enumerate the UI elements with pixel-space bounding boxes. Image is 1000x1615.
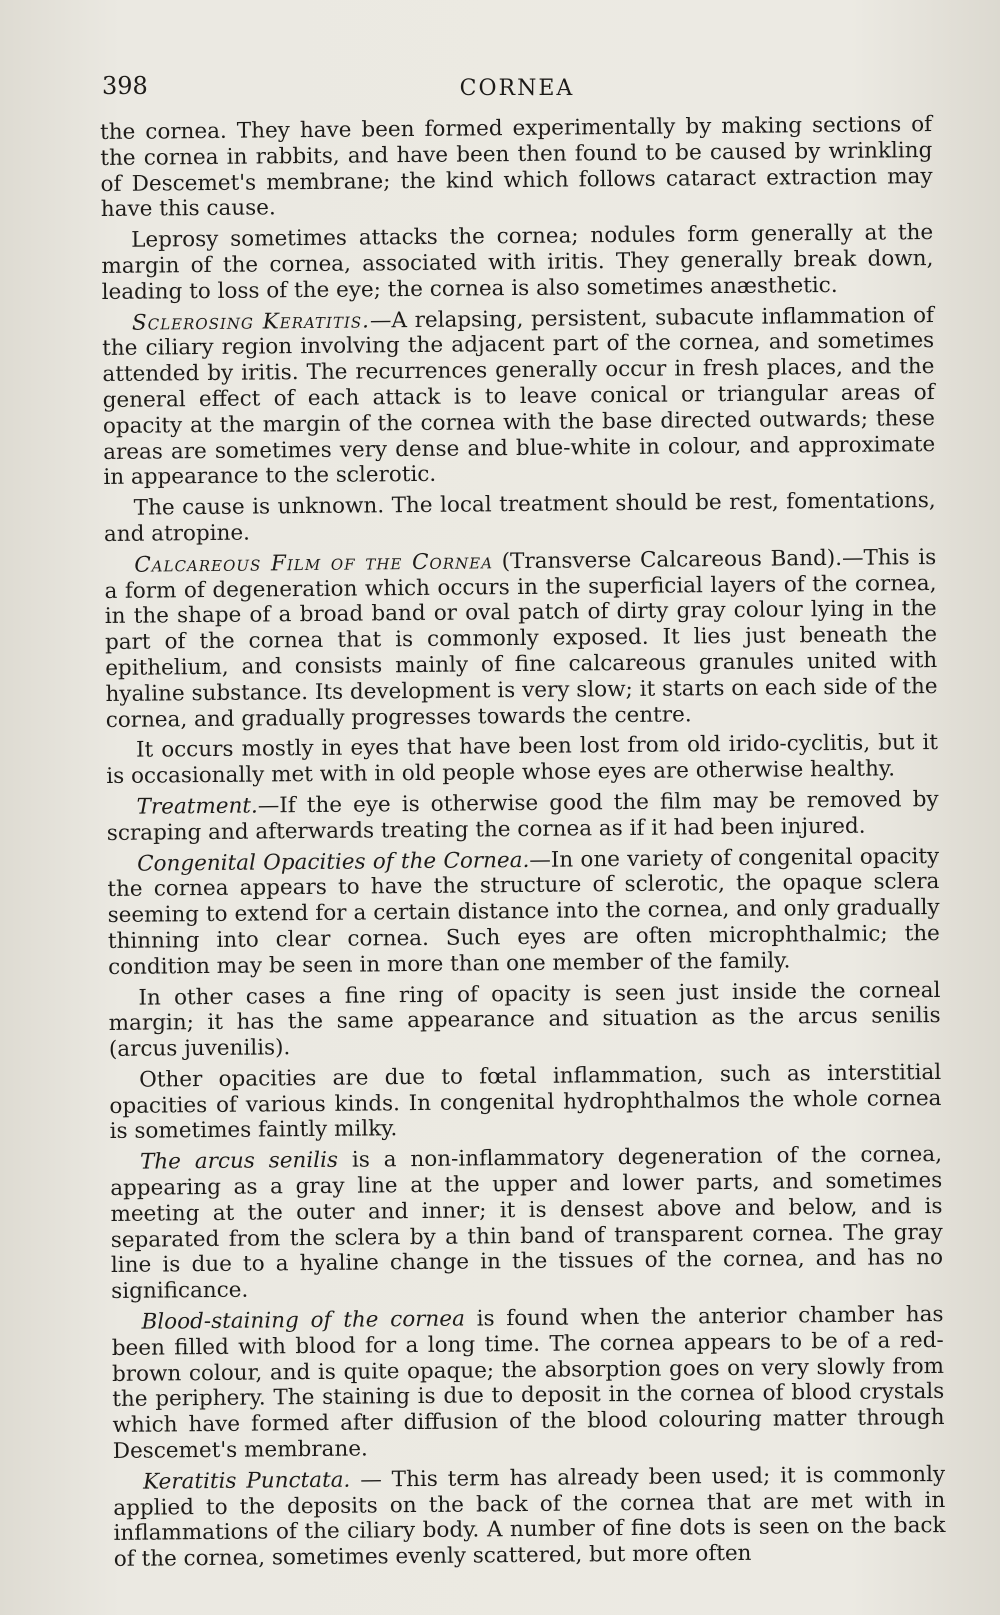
paragraph-text: The cause is unknown. The local treatment should be rest, fomentations, and atropine. — [103, 488, 936, 547]
italic-heading: Blood-staining of the cornea — [141, 1306, 466, 1335]
page-header — [102, 72, 932, 108]
page-number: 398 — [102, 72, 148, 100]
paragraph — [113, 1462, 946, 1573]
paragraph-text: Other opacities are due to fœtal inflammation, such as interstitial opacities of various kinds. In congenital hydrophthalmos the whole cornea is sometimes faintly milky. — [109, 1059, 942, 1145]
paragraph — [107, 843, 940, 980]
paragraph-text: is found when the anterior chamber has been filled with blood for a long time. The cornea appears to be of a red-brown colour, and is quite opaque; the absorption goes on very slowly from the periphery. The staining is due to deposit in the cornea of blood crystals which have formed after diffusion of the blood colouring matter through Descemet's membrane. — [111, 1302, 945, 1464]
paragraph-text: —In one variety of congenital opacity the cornea appears to have the structure of sclerotic, the opaque sclera seeming to extend for a certain distance into the cornea, and only gradually thinning into clear cornea. Such eyes are often microphthalmic; the condition may be seen in more than one member of the family. — [107, 843, 940, 980]
paragraph — [110, 1142, 943, 1305]
paragraph-text: the cornea. They have been formed experimentally by making sections of the cornea in rabbits, and have been then found to be caused by wrinkling of Descemet's membrane; the kind which follows cataract extraction may have this cause. — [100, 112, 933, 223]
paragraph — [100, 112, 933, 223]
running-title: CORNEA — [459, 76, 575, 101]
paragraph-text: —If the eye is otherwise good the film may be removed by scraping and afterwards treating the cornea as if it had been injured. — [106, 786, 939, 846]
italic-heading: Keratitis Punctata. — [142, 1467, 351, 1495]
paragraph — [102, 303, 936, 492]
italic-heading: Congenital Opacities of the Cornea. — [137, 847, 530, 877]
paragraph-text: In other cases a fine ring of opacity is seen just inside the corneal margin; it has the same appearance and situation as the arcus senilis (arcus juvenilis). — [108, 977, 941, 1063]
italic-heading: Treatment. — [136, 793, 258, 820]
paragraph-text: is a non-inflammatory degeneration of the cornea, appearing as a gray line at the upper and lower parts, and sometimes meeting at the outer and inner; it is densest above and below, and is separated from the sclera by a thin band of transparent cornea. The gray line is due to a hyaline change in the tissues of the cornea, and has no significance. — [110, 1142, 944, 1305]
section-heading: Sclerosing Keratitis. — [131, 307, 371, 336]
paragraph — [108, 977, 941, 1062]
paragraph — [104, 545, 938, 734]
paragraph — [106, 730, 938, 790]
paragraph-text: —A relapsing, persistent, subacute inflammation of the ciliary region involving the adjacent part of the cornea, and sometimes attended by iritis. The recurrences generally occur in fresh places, and the general effect of each attack is to leave conical or triangular areas of opacity at the margin of the cornea with the base directed outwards; these areas are sometimes very dense and blue-white in colour, and approximate in appearance to the sclerotic. — [102, 302, 936, 491]
paragraph — [106, 787, 938, 847]
section-heading: Calcareous Film of the Cornea — [134, 548, 494, 578]
paragraph — [104, 488, 936, 548]
paragraph-text: — This term has already been used; it is commonly applied to the deposits on the back of the cornea that are met with in inflammations of the ciliary body. A number of fine dots is seen on the back of the cornea, sometimes evenly scattered, but more often — [113, 1461, 946, 1573]
paragraph-text: (Transverse Calcareous Band).—This is a form of degeneration which occurs in the superficial layers of the cornea, in the shape of a broad band or oval patch of dirty gray colour lying in the part of the cornea that is commonly exposed. It lies just beneath the epithelium, and consists mainly of fine calcareous granules united with hyaline substance. Its development is very slow; it starts on each side of the cornea, and gradually progresses towards the centre. — [104, 544, 938, 733]
paragraph-text: It occurs mostly in eyes that have been lost from old irido-cyclitis, but it is occasionally met with in old people whose eyes are otherwise healthy. — [106, 730, 939, 790]
paragraph — [101, 220, 934, 305]
paragraph — [111, 1302, 944, 1465]
italic-heading: The arcus senilis — [139, 1148, 339, 1175]
paragraph-text: Leprosy sometimes attacks the cornea; nodules form generally at the margin of the cornea, associated with iritis. They generally break down, leading to loss of the eye; the cornea is also sometimes anæsthetic. — [101, 220, 934, 305]
paragraph — [109, 1060, 942, 1145]
body-text — [100, 112, 946, 1578]
